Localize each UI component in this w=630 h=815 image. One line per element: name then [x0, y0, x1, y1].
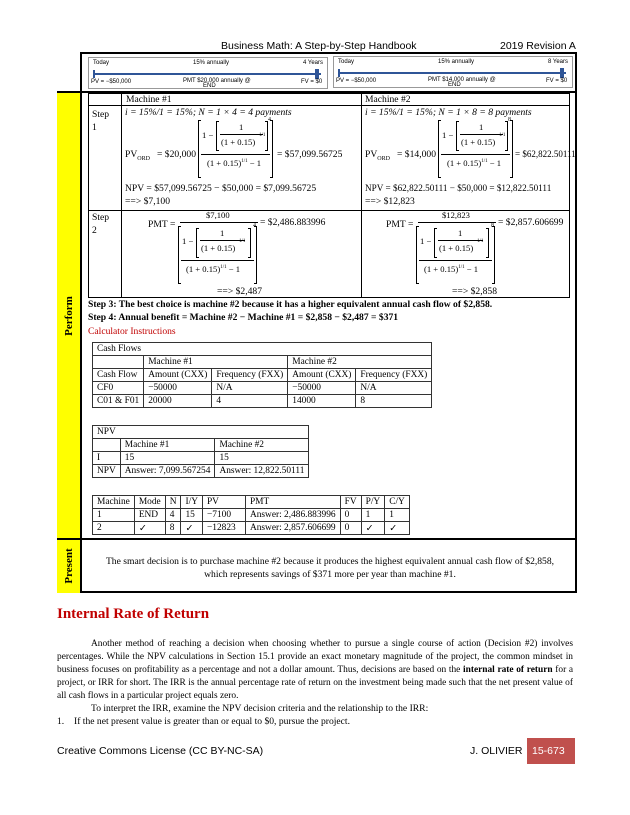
- paragraph-irr-intro: [57, 638, 573, 703]
- calculator-heading: Calculator Instructions: [88, 326, 176, 337]
- timeline-fv-label: FV = $0: [546, 78, 568, 84]
- step2-label: Step: [92, 212, 110, 223]
- column-header: I/Y: [181, 496, 203, 509]
- m1-inner-left-bracket: [216, 121, 219, 151]
- column-header: Machine: [93, 496, 135, 509]
- timeline-fv-label: FV = $0: [301, 79, 323, 85]
- column-header: PMT: [245, 496, 340, 509]
- exponent: 1/1: [220, 265, 227, 271]
- npv-table: [92, 425, 309, 478]
- step2-number: 2: [92, 225, 97, 236]
- timeline-pv-label: PV = −$50,000: [336, 78, 377, 84]
- cell: N/A: [356, 382, 432, 395]
- m2-right-bracket: [510, 120, 513, 178]
- cell: ✓: [134, 522, 165, 535]
- cell: ✓: [361, 522, 385, 535]
- cell: NPV: [93, 465, 121, 478]
- m2-npv-line: NPV = $62,822.50111 − $50,000 = $12,822.50111: [365, 183, 552, 193]
- m1-left-bracket: [198, 120, 201, 178]
- m2-fraction-base: (1 + 0.15): [461, 137, 496, 147]
- cell: Answer: 2,857.606699: [245, 522, 340, 535]
- grid-row-divider: [89, 210, 570, 211]
- m1-fraction-one: 1: [239, 122, 244, 132]
- cell: 1: [361, 509, 385, 522]
- exponent: 1/1: [458, 265, 465, 271]
- column-header: C/Y: [385, 496, 410, 509]
- cell: 15: [120, 452, 215, 465]
- npv-blank-cell: [93, 439, 121, 452]
- m2-pmt-power: 8: [491, 223, 494, 229]
- m2-inner-left-bracket: [456, 121, 459, 151]
- pv-subscript: ORD: [377, 155, 390, 162]
- cell: END: [134, 509, 165, 522]
- m2-pv-result: = $62,822.50111: [515, 149, 576, 159]
- minus-one: − 1: [489, 158, 502, 168]
- pv-symbol: PV: [365, 149, 378, 160]
- m1-pmt-arrow: ==> $2,487: [217, 286, 263, 297]
- column-header: Machine #2: [215, 439, 309, 452]
- timeline-axis: [338, 72, 566, 74]
- cell: I: [93, 452, 121, 465]
- m1-pmt-lhs: PMT =: [148, 219, 176, 230]
- timeline-today-label: Today: [338, 59, 355, 65]
- cell: CF0: [93, 382, 144, 395]
- m2-pmt-numerator: $12,823: [442, 210, 470, 220]
- paragraph-text: Another method of reaching a decision when choosing whether to pursue a single course of action (Decision #2) involves percentages. While the NPV calculations in Section 15.1 provide an exact monetary magnitude of the project, the common mindset in business focuses on profitability as a percentage and not a dollar amount. Thus, decisions are based on the: [57, 639, 573, 675]
- step1-label: Step: [92, 109, 110, 120]
- m2-left-bracket: [438, 120, 441, 178]
- present-label: Present: [62, 548, 75, 584]
- cell: ✓: [181, 522, 203, 535]
- pv-subscript: ORD: [137, 155, 150, 162]
- minus-one: − 1: [228, 264, 241, 274]
- machine1-header: Machine #1: [126, 94, 172, 105]
- irr-term: internal rate of return: [463, 665, 553, 675]
- table-row: [93, 509, 410, 522]
- cell: C01 & F01: [93, 395, 144, 408]
- timeline-rate-label: 15% annually: [438, 59, 475, 65]
- base: (1 + 0.15): [447, 158, 482, 168]
- m2-pv-lhs: [365, 149, 390, 162]
- step4-text: Step 4: Annual benefit = Machine #2 − Machine #1 = $2,858 − $2,487 = $371: [88, 312, 399, 323]
- timeline-pv-label: PV = −$50,000: [91, 79, 132, 85]
- present-line1: The smart decision is to purchase machine #2 because it produces the highest equivalent annual cash flow of $2,858,: [105, 556, 555, 567]
- m2-pmt-base: (1 + 0.15): [439, 243, 474, 253]
- m2-pmt-left-bracket: [416, 226, 419, 284]
- cell: 2: [93, 522, 135, 535]
- timeline-tick-end: [315, 69, 319, 79]
- m1-pmt-one-minus: 1 −: [182, 236, 194, 246]
- footer-license: Creative Commons License (CC BY-NC-SA): [57, 745, 264, 757]
- m2-npv-arrow: ==> $12,823: [365, 196, 415, 207]
- m1-one-minus: 1 −: [202, 130, 214, 140]
- m1-pmt-numerator: $7,100: [206, 210, 230, 220]
- cell: 0: [340, 522, 361, 535]
- cell: Answer: 7,099.567254: [120, 465, 215, 478]
- list-number: 1.: [57, 716, 65, 727]
- footer-author: J. OLIVIER: [470, 745, 523, 757]
- cell: −50000: [288, 382, 356, 395]
- cell: −12823: [202, 522, 245, 535]
- m1-fraction-bar: [220, 134, 263, 135]
- m1-power: 4: [268, 117, 271, 123]
- cell: Answer: 2,486.883996: [245, 509, 340, 522]
- step1-number: 1: [92, 122, 97, 133]
- cell: 1: [385, 509, 410, 522]
- cell: N/A: [212, 382, 288, 395]
- perform-label: Perform: [62, 295, 75, 336]
- m2-fraction-one: 1: [479, 122, 484, 132]
- timeline-machine1: [88, 57, 328, 89]
- timeline-axis: [93, 73, 321, 75]
- m2-fraction-bar: [460, 134, 503, 135]
- tvm-table: [92, 495, 410, 535]
- m1-denominator: [207, 158, 261, 168]
- m1-inner-right-bracket: [265, 121, 268, 151]
- cell: 15: [215, 452, 309, 465]
- timeline-end-label: 4 Years: [303, 60, 324, 66]
- timeline-rate-label: 15% annually: [193, 60, 230, 66]
- table-row: [93, 452, 309, 465]
- m1-main-fraction-bar: [201, 154, 270, 155]
- column-header: P/Y: [361, 496, 385, 509]
- m1-pmt-fraction-one: 1: [220, 228, 225, 238]
- m1-pmt-inner-right-bracket: [248, 228, 251, 258]
- m1-pmt-base: (1 + 0.15): [201, 243, 236, 253]
- group-header-machine2: Machine #2: [288, 356, 432, 369]
- divider-present: [57, 538, 577, 540]
- cell: 8: [356, 395, 432, 408]
- cell: 8: [165, 522, 181, 535]
- cell: Answer: 12,822.50111: [215, 465, 309, 478]
- m2-pmt-sub-bar: [419, 260, 492, 261]
- m2-pmt-fraction-bar: [418, 222, 496, 223]
- paragraph-text: for a project, or IRR for short. The IRR is the annual percentage rate of return on the investment being made such that the net present value of all cash flows in a particular project equals zero.: [57, 665, 574, 701]
- timeline-tick-start: [93, 70, 95, 78]
- timeline-pmt-end-label: END: [203, 83, 216, 89]
- m1-pmt-sub-bar: [181, 260, 254, 261]
- timeline-pmt-label: PMT $14,000 annually @: [428, 77, 496, 83]
- timeline-end-label: 8 Years: [548, 59, 569, 65]
- step3-text: Step 3: The best choice is machine #2 because it has a higher equivalent annual cash flow of $2,858.: [88, 299, 493, 310]
- cell: 15: [181, 509, 203, 522]
- cash-flows-title: Cash Flows: [93, 343, 432, 356]
- m2-pv-amount: = $14,000: [397, 149, 436, 160]
- m1-pv-lhs: [125, 149, 150, 162]
- m2-rate-line: i = 15%/1 = 15%; N = 1 × 8 = 8 payments: [365, 107, 532, 118]
- minus-one: − 1: [466, 264, 479, 274]
- cell: 4: [165, 509, 181, 522]
- table-row: [93, 382, 432, 395]
- section-title: Internal Rate of Return: [57, 606, 210, 622]
- minus-one: − 1: [249, 158, 262, 168]
- m2-fraction-exponent: 1/1: [499, 133, 506, 138]
- revision-label: 2019 Revision A: [500, 40, 576, 52]
- m1-fraction-base: (1 + 0.15): [221, 137, 256, 147]
- table-row: [93, 465, 309, 478]
- column-header: Amount (CXX): [288, 369, 356, 382]
- m2-pmt-result: = $2,857.606699: [498, 217, 564, 228]
- column-header: N: [165, 496, 181, 509]
- timeline-tick-start: [338, 69, 340, 77]
- m1-pv-amount: = $20,000: [157, 149, 196, 160]
- m1-pmt-exponent: 1/1: [239, 239, 246, 244]
- m2-pmt-lhs: PMT =: [386, 219, 414, 230]
- m1-right-bracket: [270, 120, 273, 178]
- timeline-tick-end: [560, 68, 564, 78]
- m2-pmt-inner-left-bracket: [434, 228, 437, 258]
- m2-pmt-exponent: 1/1: [477, 239, 484, 244]
- sidebar-top-blank: [57, 52, 82, 92]
- cell: ✓: [385, 522, 410, 535]
- timeline-machine2: [333, 56, 573, 88]
- m2-power: 8: [508, 117, 511, 123]
- m1-pmt-power: 4: [253, 223, 256, 229]
- m1-pmt-right-bracket: [254, 226, 257, 284]
- cell: 0: [340, 509, 361, 522]
- m2-main-fraction-bar: [441, 154, 510, 155]
- m2-one-minus: 1 −: [442, 130, 454, 140]
- timeline-today-label: Today: [93, 60, 110, 66]
- present-line2: which represents savings of $371 more per year than machine #1.: [204, 569, 456, 580]
- npv-title: NPV: [93, 426, 309, 439]
- cash-flows-table: [92, 342, 432, 408]
- cell: 14000: [288, 395, 356, 408]
- group-header-machine1: Machine #1: [144, 356, 288, 369]
- base: (1 + 0.15): [424, 264, 459, 274]
- cell: −50000: [144, 382, 212, 395]
- m1-pmt-left-bracket: [178, 226, 181, 284]
- m2-inner-right-bracket: [505, 121, 508, 151]
- m2-pmt-fraction-one: 1: [458, 228, 463, 238]
- base: (1 + 0.15): [186, 264, 221, 274]
- column-header: FV: [340, 496, 361, 509]
- timeline-pmt-end-label: END: [448, 82, 461, 88]
- m2-denominator: [447, 158, 501, 168]
- column-header: Frequency (FXX): [356, 369, 432, 382]
- exponent: 1/1: [481, 159, 488, 165]
- column-header: Cash Flow: [93, 369, 144, 382]
- m2-pmt-inner-right-bracket: [486, 228, 489, 258]
- m1-pv-result: = $57,099.56725: [277, 149, 343, 160]
- cash-flows-blank-cell: [93, 356, 144, 369]
- cell: 4: [212, 395, 288, 408]
- m1-rate-line: i = 15%/1 = 15%; N = 1 × 4 = 4 payments: [125, 107, 292, 118]
- grid-col-divider: [121, 94, 122, 298]
- list-item: If the net present value is greater than or equal to $0, pursue the project.: [74, 716, 350, 727]
- cell: 1: [93, 509, 135, 522]
- grid-col-divider: [361, 94, 362, 298]
- sidebar-present: [57, 539, 82, 593]
- column-header: Mode: [134, 496, 165, 509]
- table-row: [93, 522, 410, 535]
- column-header: Frequency (FXX): [212, 369, 288, 382]
- column-header: PV: [202, 496, 245, 509]
- page-number: 15-673: [532, 745, 565, 757]
- book-title: Business Math: A Step-by-Step Handbook: [221, 40, 417, 52]
- m1-npv-line: NPV = $57,099.56725 − $50,000 = $7,099.56725: [125, 183, 317, 194]
- m1-pmt-result: = $2,486.883996: [260, 217, 326, 228]
- m1-npv-arrow: ==> $7,100: [125, 196, 171, 207]
- base: (1 + 0.15): [207, 158, 242, 168]
- timeline-pmt-label: PMT $20,000 annually @: [183, 78, 251, 84]
- m2-pmt-arrow: ==> $2,858: [452, 286, 498, 297]
- column-header: Machine #1: [120, 439, 215, 452]
- paragraph-criteria: To interpret the IRR, examine the NPV decision criteria and the relationship to the IRR:: [91, 703, 429, 714]
- m1-fraction-exponent: 1/1: [259, 133, 266, 138]
- m1-pmt-fraction-bar: [180, 222, 258, 223]
- m2-pmt-one-minus: 1 −: [420, 236, 432, 246]
- sidebar-perform: [57, 92, 82, 539]
- m2-pmt-right-bracket: [492, 226, 495, 284]
- machine2-header: Machine #2: [365, 94, 411, 105]
- grid-row-divider: [89, 105, 570, 106]
- m1-pmt-denominator: [186, 264, 240, 274]
- table-row: [93, 395, 432, 408]
- m2-pmt-denominator: [424, 264, 478, 274]
- m1-pmt-inner-left-bracket: [196, 228, 199, 258]
- column-header: Amount (CXX): [144, 369, 212, 382]
- cell: −7100: [202, 509, 245, 522]
- pv-symbol: PV: [125, 149, 138, 160]
- exponent: 1/1: [241, 159, 248, 165]
- cell: 20000: [144, 395, 212, 408]
